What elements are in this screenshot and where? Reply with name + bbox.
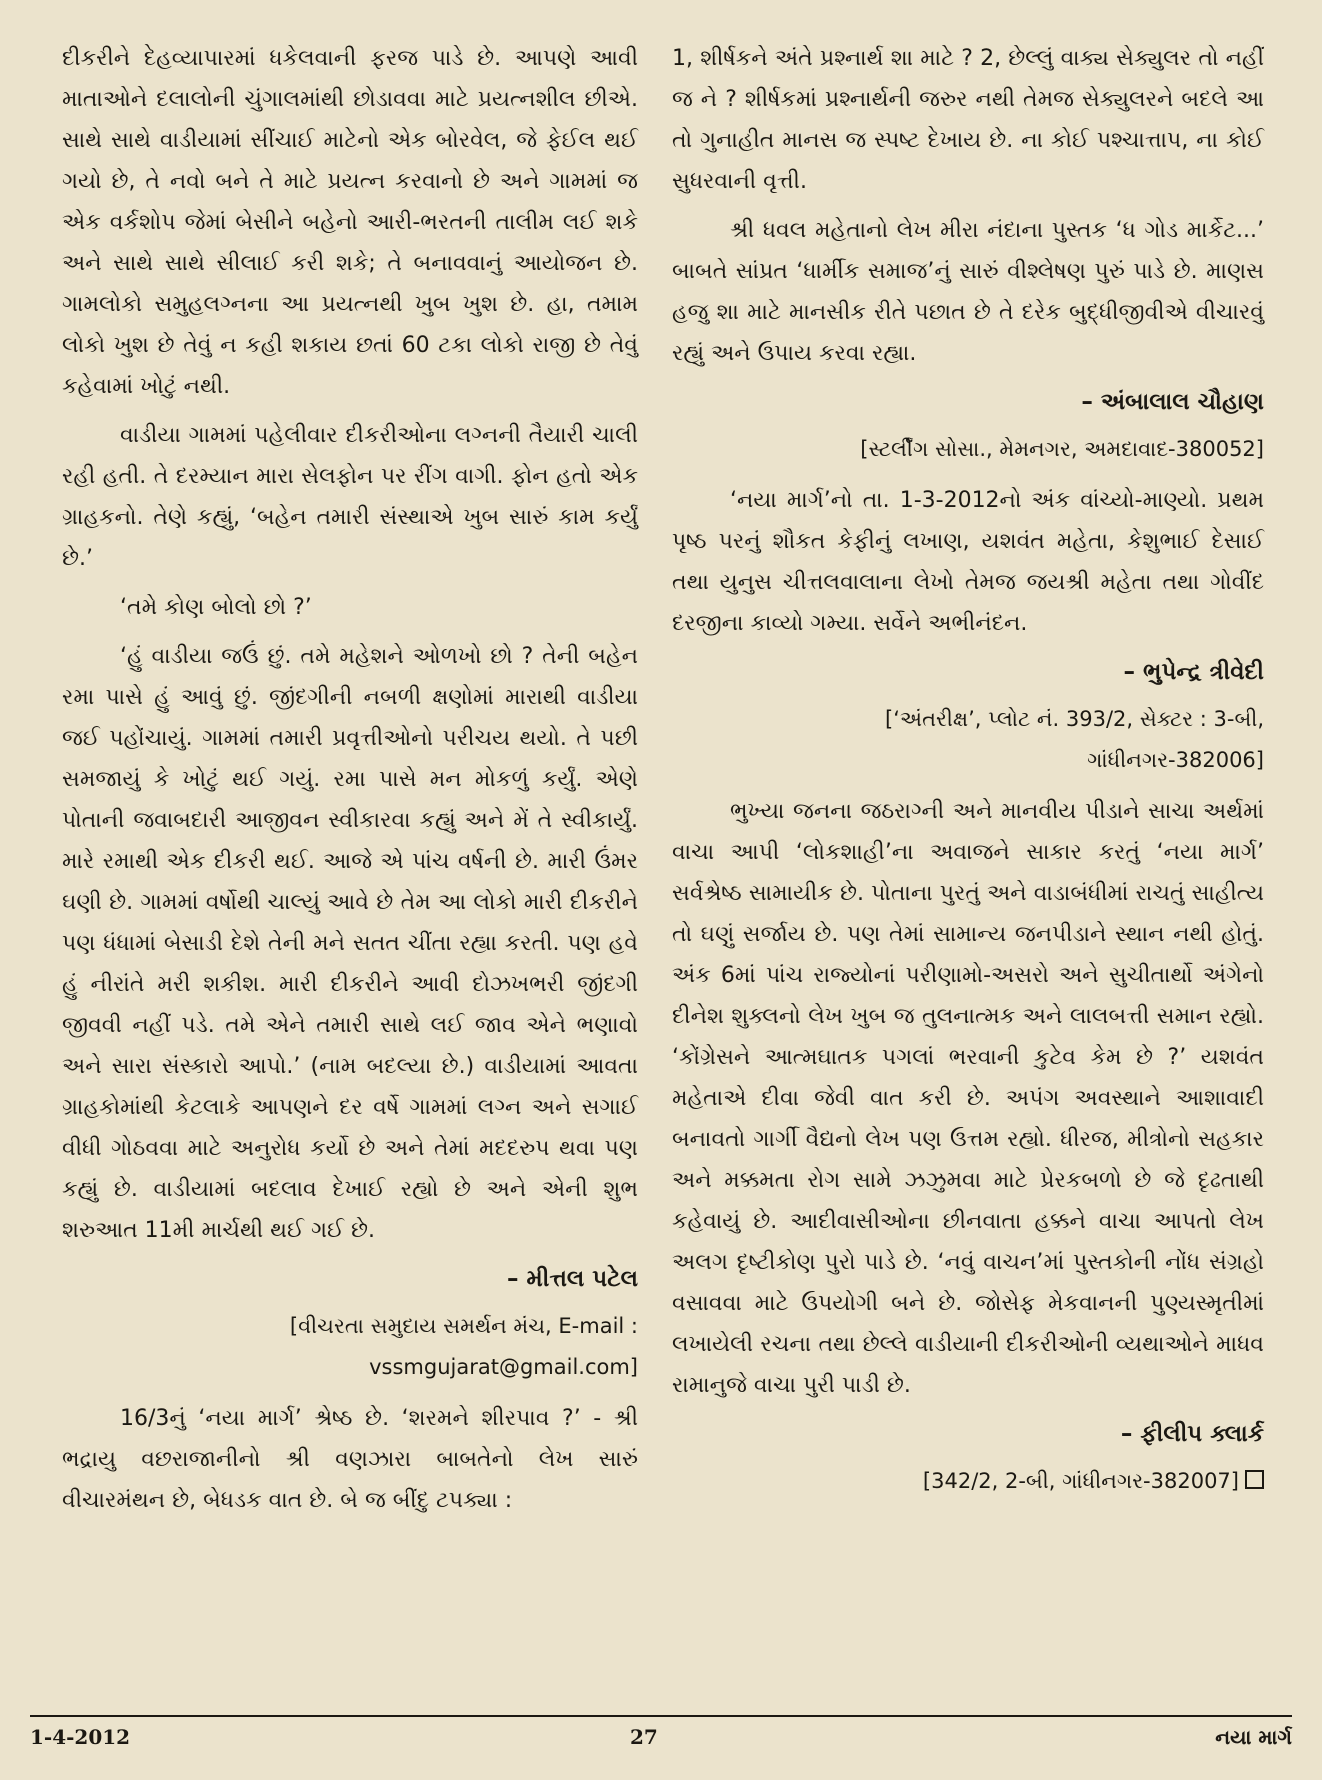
author-address-city: ગાંધીનગર-382006] xyxy=(1087,748,1264,772)
paragraph: વાડીયા ગામમાં પહેલીવાર દીકરીઓના લગ્નની તૈયારી ચાલી રહી હતી. તે દરમ્યાન મારા સેલફોન પર રીંગ વાગી. ફોન હતો એક ગ્રાહકનો. તેણે કહ્યું, ‘બહેન તમારી સંસ્થાએ ખુબ સારું કામ કર્યું છે.’ xyxy=(62,423,638,571)
paragraph: દીકરીને દેહવ્યાપારમાં ધકેલવાની ફરજ પાડે છે. આપણે આવી માતાઓને દલાલોની ચુંગાલમાંથી છોડાવવા માટે પ્રયત્નશીલ છીએ. સાથે સાથે વાડીયામાં સીંચાઈ માટેનો એક બોરવેલ, જે ફેઈલ થઈ ગયો છે, તે નવો બને તે માટે પ્રયત્ન કરવાનો છે અને ગામમાં જ એક વર્કશોપ જેમાં બેસીને બહેનો આરી-ભરતની તાલીમ લઈ શકે અને સાથે સાથે સીલાઈ કરી શકે; તે બનાવવાનું આયોજન છે. ગામલોકો સમુહલગ્નના આ પ્રયત્નથી ખુબ ખુશ છે. હા, તમામ લોકો ખુશ છે તેવું ન કહી શકાય છતાં 60 ટકા લોકો રાજી છે તેવું કહેવામાં ખોટું નથી. xyxy=(62,46,638,399)
author-signature: – મીત્તલ પટેલ xyxy=(507,1266,638,1292)
paragraph: 16/3નું ‘નયા માર્ગ’ શ્રેષ્ઠ છે. ‘શરમને શીરપાવ ?’ - શ્રી ભદ્રાયુ વછરાજાનીનો શ્રી વણઝારા બાબતેનો લેખ સારું વીચારમંથન છે, બેધડક વાત છે. બે જ બીંદુ ટપક્યા : xyxy=(62,1406,638,1513)
author-signature: – ભુપેન્દ્ર ત્રીવેદી xyxy=(1123,659,1264,685)
author-email: vssmgujarat@gmail.com] xyxy=(369,1355,638,1379)
page-footer xyxy=(30,1715,1292,1749)
author-signature: – ફીલીપ ક્લાર્ક xyxy=(1120,1421,1264,1447)
paragraph: 1, શીર્ષકને અંતે પ્રશ્નાર્થ શા માટે ? 2, છેલ્લું વાક્ય સેક્યુલર તો નહીં જ ને ? શીર્ષકમાં પ્રશ્નાર્થની જરુર નથી તેમજ સેક્યુલરને બદલે આ તો ગુનાહીત માનસ જ સ્પષ્ટ દેખાય છે. ના કોઈ પશ્ચાત્તાપ, ના કોઈ સુધરવાની વૃત્તી. xyxy=(672,46,1264,194)
column-divider xyxy=(652,40,653,1700)
page-number: 27 xyxy=(630,1725,658,1749)
author-address: [‘અંતરીક્ષ’, પ્લોટ નં. 393/2, સેક્ટર : 3-બી, xyxy=(885,707,1264,731)
paragraph: ભુખ્યા જનના જઠરાગ્ની અને માનવીય પીડાને સાચા અર્થમાં વાચા આપી ‘લોકશાહી’ના અવાજને સાકાર કરતું ‘નયા માર્ગ’ સર્વશ્રેષ્ઠ સામાયીક છે. પોતાના પુરતું અને વાડાબંધીમાં રાચતું સાહીત્ય તો ઘણું સર્જાય છે. પણ તેમાં સામાન્ય જનપીડાને સ્થાન નથી હોતું. અંક 6માં પાંચ રાજ્યોનાં પરીણામો-અસરો અને સુચીતાર્થો અંગેનો દીનેશ શુક્લનો લેખ ખુબ જ તુલનાત્મક અને લાલબત્તી સમાન રહ્યો. ‘કોંગ્રેસને આત્મઘાતક પગલાં ભરવાની કુટેવ કેમ છે ?’ યશવંત મહેતાએ દીવા જેવી વાત કરી છે. અપંગ અવસ્થાને આશાવાદી બનાવતો ગાર્ગી વૈદ્યનો લેખ પણ ઉત્તમ રહ્યો. ધીરજ, મીત્રોનો સહકાર અને મક્કમતા રોગ સામે ઝઝુમવા માટે પ્રેરકબળો છે જે દૃઢતાથી કહેવાયું છે. આદીવાસીઓના છીનવાતા હક્કને વાચા આપતો લેખ અલગ દૃષ્ટીકોણ પુરો પાડે છે. ‘નવું વાચન’માં પુસ્તકોની નોંધ સંગ્રહો વસાવવા માટે ઉપયોગી બને છે. જોસેફ મેકવાનની પુણ્યસ્મૃતીમાં લખાયેલી રચના તથા છેલ્લે વાડીયાની દીકરીઓની વ્યથાઓને માધવ રામાનુજે વાચા પુરી પાડી છે. xyxy=(672,799,1264,1398)
paragraph: શ્રી ધવલ મહેતાનો લેખ મીરા નંદાના પુસ્તક ‘ધ ગોડ માર્કેટ...’ બાબતે સાંપ્રત ‘ધાર્મીક સમાજ’નું સારું વીશ્લેષણ પુરું પાડે છે. માણસ હજુ શા માટે માનસીક રીતે પછાત છે તે દરેક બુદ્ધીજીવીએ વીચારવું રહ્યું અને ઉપાય કરવા રહ્યા. xyxy=(672,218,1264,366)
right-column xyxy=(672,38,1264,1512)
paragraph: ‘હું વાડીયા જઉં છું. તમે મહેશને ઓળખો છો ? તેની બહેન રમા પાસે હું આવું છું. જીંદગીની નબળી ક્ષણોમાં મારાથી વાડીયા જઈ પહોંચાયું. ગામમાં તમારી પ્રવૃત્તીઓનો પરીચય થયો. તે પછી સમજાયું કે ખોટું થઈ ગયું. રમા પાસે મન મોકળું કર્યું. એણે પોતાની જવાબદારી આજીવન સ્વીકારવા કહ્યું અને મેં તે સ્વીકાર્યું. મારે રમાથી એક દીકરી થઈ. આજે એ પાંચ વર્ષની છે. મારી ઉંમર ઘણી છે. ગામમાં વર્ષોથી ચાલ્યું આવે છે તેમ આ લોકો મારી દીકરીને પણ ધંધામાં બેસાડી દેશે તેની મને સતત ચીંતા રહ્યા કરતી. પણ હવે હું નીરાંતે મરી શકીશ. મારી દીકરીને આવી દોઝખભરી જીંદગી જીવવી નહીં પડે. તમે એને તમારી સાથે લઈ જાવ એને ભણાવો અને સારા સંસ્કારો આપો.’ (નામ બદલ્યા છે.) વાડીયામાં આવતા ગ્રાહકોમાંથી કેટલાકે આપણને દર વર્ષે ગામમાં લગ્ન અને સગાઈ વીધી ગોઠવવા માટે અનુરોધ કર્યો છે અને તેમાં મદદરુપ થવા પણ કહ્યું છે. વાડીયામાં બદલાવ દેખાઈ રહ્યો છે અને એની શુભ શરુઆત 11મી માર્ચથી થઈ ગઈ છે. xyxy=(62,644,638,1243)
end-mark-icon xyxy=(1245,1470,1264,1489)
author-address-line xyxy=(672,1461,1264,1502)
author-address: [વીચરતા સમુદાય સમર્થન મંચ, E-mail : xyxy=(289,1314,638,1338)
magazine-name: નયા માર્ગ xyxy=(1215,1725,1292,1749)
author-address: [સ્ટર્લીંગ સોસા., મેમનગર, અમદાવાદ-380052] xyxy=(860,437,1264,461)
paragraph: ‘તમે કોણ બોલો છો ?’ xyxy=(120,595,312,620)
author-signature: – અંબાલાલ ચૌહાણ xyxy=(1081,389,1264,415)
left-column xyxy=(62,38,638,1529)
paragraph: ‘નયા માર્ગ’નો તા. 1-3-2012નો અંક વાંચ્યો-માણ્યો. પ્રથમ પૃષ્ઠ પરનું શૌકત કેફીનું લખાણ, યશવંત મહેતા, કેશુભાઈ દેસાઈ તથા યુનુસ ચીત્તલવાલાના લેખો તેમજ જયશ્રી મહેતા તથા ગોવીંદ દરજીના કાવ્યો ગમ્યા. સર્વેને અભીનંદન. xyxy=(672,488,1264,636)
author-address: [342/2, 2-બી, ગાંધીનગર-382007] xyxy=(922,1469,1239,1493)
issue-date: 1-4-2012 xyxy=(30,1725,131,1749)
